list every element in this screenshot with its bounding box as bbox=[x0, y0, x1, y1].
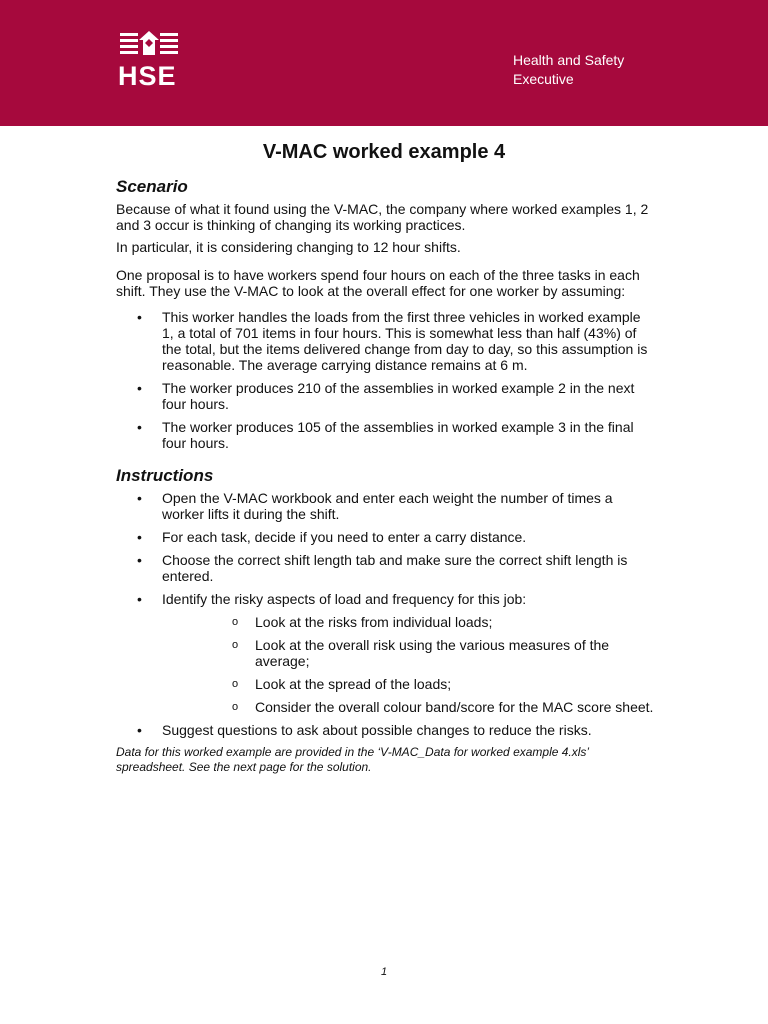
bullet-icon: • bbox=[137, 419, 142, 435]
scenario-paragraph-3: One proposal is to have workers spend four hours on each of the three tasks in each shift. They use the V-MAC to look at the overall effect for one worker by assuming: bbox=[116, 267, 640, 299]
document-body bbox=[116, 176, 656, 781]
document-title: V-MAC worked example 4 bbox=[262, 141, 506, 163]
circle-bullet-icon: o bbox=[232, 616, 239, 628]
sub-list-item-text: Look at the risks from individual loads; bbox=[255, 614, 493, 630]
instructions-bullet-list bbox=[116, 490, 656, 738]
scenario-paragraph-1: Because of what it found using the V-MAC, the company where worked examples 1, 2 and 3 occur is thinking of changing its working practices. bbox=[116, 201, 649, 233]
bullet-icon: • bbox=[137, 490, 142, 506]
bullet-icon: • bbox=[137, 309, 142, 325]
list-item-text: This worker handles the loads from the first three vehicles in worked example 1, a total of 701 items in four hours. This is somewhat less than half (43%) of the total, but the items delivered change from day to day, so this assumption is reasonable. The average carrying distance remains at 6 m. bbox=[162, 309, 648, 373]
sub-list-item bbox=[162, 676, 656, 692]
bullet-icon: • bbox=[137, 380, 142, 396]
scenario-bullet-list bbox=[116, 309, 656, 451]
circle-bullet-icon: o bbox=[232, 701, 239, 713]
bullet-icon: • bbox=[137, 552, 142, 568]
list-item bbox=[116, 380, 656, 412]
sub-list-item-text: Look at the overall risk using the various measures of the average; bbox=[255, 637, 610, 669]
list-item bbox=[116, 552, 656, 584]
hse-crest-icon bbox=[118, 30, 180, 60]
instructions-heading: Instructions bbox=[116, 466, 214, 485]
sub-list-item bbox=[162, 699, 656, 715]
list-item-text: Suggest questions to ask about possible changes to reduce the risks. bbox=[162, 722, 592, 738]
organisation-name-line-2: Executive bbox=[513, 71, 574, 87]
organisation-name-line-1: Health and Safety bbox=[513, 52, 625, 68]
list-item-text: The worker produces 105 of the assemblies in worked example 3 in the final four hours. bbox=[162, 419, 634, 451]
list-item bbox=[116, 591, 656, 715]
sub-list-item bbox=[162, 614, 656, 630]
list-item bbox=[116, 490, 656, 522]
hse-logo-text: HSE bbox=[118, 61, 177, 91]
circle-bullet-icon: o bbox=[232, 678, 239, 690]
list-item-text: Identify the risky aspects of load and frequency for this job: bbox=[162, 591, 527, 607]
sub-list-item-text: Look at the spread of the loads; bbox=[255, 676, 452, 692]
scenario-heading: Scenario bbox=[116, 177, 188, 196]
list-item bbox=[116, 309, 656, 373]
organisation-name bbox=[513, 51, 624, 89]
bullet-icon: • bbox=[137, 722, 142, 738]
sub-list-item-text: Consider the overall colour band/score for the MAC score sheet. bbox=[255, 699, 654, 715]
list-item-text: For each task, decide if you need to enter a carry distance. bbox=[162, 529, 527, 545]
scenario-paragraph-2: In particular, it is considering changing to 12 hour shifts. bbox=[116, 239, 461, 255]
hse-logo bbox=[118, 30, 180, 90]
bullet-icon: • bbox=[137, 591, 142, 607]
header-banner bbox=[0, 0, 768, 126]
bullet-icon: • bbox=[137, 529, 142, 545]
sub-list-item bbox=[162, 637, 656, 669]
list-item bbox=[116, 722, 656, 738]
list-item bbox=[116, 529, 656, 545]
instructions-sub-list bbox=[162, 614, 656, 715]
page-number: 1 bbox=[380, 966, 388, 978]
circle-bullet-icon: o bbox=[232, 639, 239, 651]
list-item-text: The worker produces 210 of the assemblies in worked example 2 in the next four hours. bbox=[162, 380, 635, 412]
list-item-text: Open the V-MAC workbook and enter each weight the number of times a worker lifts it during the shift. bbox=[162, 490, 613, 522]
data-note: Data for this worked example are provided in the ‘V-MAC_Data for worked example 4.xls’ spreadsheet. See the next page for the solution. bbox=[116, 745, 589, 774]
list-item bbox=[116, 419, 656, 451]
list-item-text: Choose the correct shift length tab and make sure the correct shift length is entered. bbox=[162, 552, 628, 584]
